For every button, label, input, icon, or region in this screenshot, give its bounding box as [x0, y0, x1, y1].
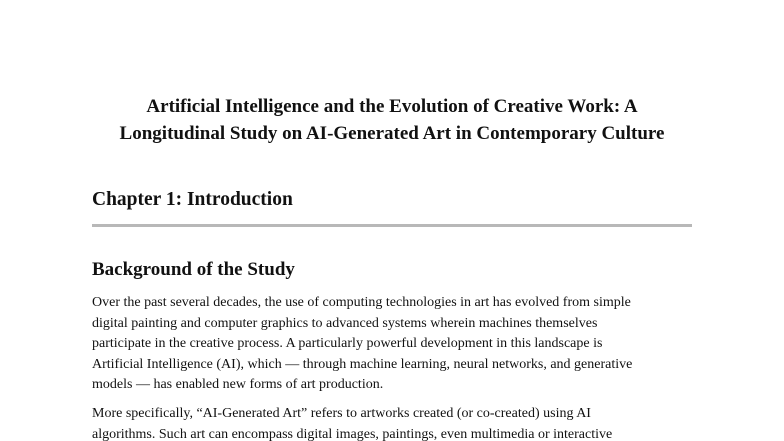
- title-line: Artificial Intelligence and the Evolution of Creative Work: A: [146, 96, 638, 117]
- paragraph-ai-art-definition: [92, 404, 612, 441]
- paragraph-line: algorithms. Such art can encompass digital images, paintings, even multimedia or interactive: [92, 426, 613, 441]
- paragraph-line: models — has enabled new forms of art production.: [92, 377, 384, 392]
- paragraph-line: digital painting and computer graphics to advanced systems wherein machines themselves: [92, 315, 598, 331]
- paragraph-line: More specifically, “AI-Generated Art” refers to artworks created (or co-created) using AI: [92, 406, 591, 421]
- paragraph-background: [92, 293, 632, 396]
- paragraph-line: participate in the creative process. A particularly powerful development in this landscape is: [92, 336, 603, 351]
- chapter-divider: [92, 224, 692, 227]
- paragraph-line: Artificial Intelligence (AI), which — through machine learning, neural networks, and generative: [92, 356, 633, 372]
- section-heading: Background of the Study: [92, 259, 295, 280]
- paragraph-line: Over the past several decades, the use of computing technologies in art has evolved from simple: [92, 295, 631, 310]
- title-line: Longitudinal Study on AI-Generated Art in Contemporary Culture: [119, 123, 665, 144]
- chapter-heading: Chapter 1: Introduction: [92, 189, 293, 210]
- document-title: [60, 93, 724, 147]
